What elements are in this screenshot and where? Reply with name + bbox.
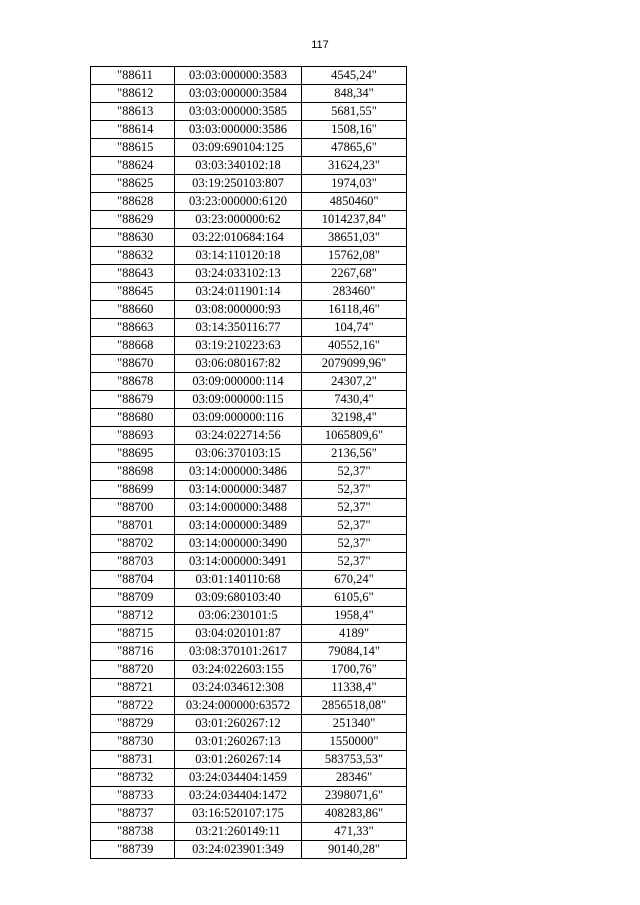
registry-table-body: [91, 67, 407, 859]
table-row: [91, 463, 407, 481]
table-row: [91, 175, 407, 193]
value-cell: 2398071,6": [302, 787, 407, 805]
record-id-cell: "88704: [91, 571, 175, 589]
value-cell: 28346": [302, 769, 407, 787]
cadastral-number-cell: 03:24:034404:1472: [175, 787, 302, 805]
value-cell: 1700,76": [302, 661, 407, 679]
value-cell: 38651,03": [302, 229, 407, 247]
value-cell: 90140,28": [302, 841, 407, 859]
table-row: [91, 67, 407, 85]
value-cell: 31624,23": [302, 157, 407, 175]
table-row: [91, 517, 407, 535]
table-row: [91, 139, 407, 157]
table-row: [91, 805, 407, 823]
record-id-cell: "88628: [91, 193, 175, 211]
cadastral-number-cell: 03:03:340102:18: [175, 157, 302, 175]
table-row: [91, 697, 407, 715]
value-cell: 79084,14": [302, 643, 407, 661]
table-row: [91, 427, 407, 445]
cadastral-number-cell: 03:14:000000:3486: [175, 463, 302, 481]
table-row: [91, 211, 407, 229]
value-cell: 104,74": [302, 319, 407, 337]
cadastral-number-cell: 03:24:022714:56: [175, 427, 302, 445]
record-id-cell: "88695: [91, 445, 175, 463]
record-id-cell: "88643: [91, 265, 175, 283]
record-id-cell: "88731: [91, 751, 175, 769]
record-id-cell: "88614: [91, 121, 175, 139]
table-row: [91, 553, 407, 571]
value-cell: 15762,08": [302, 247, 407, 265]
value-cell: 2856518,08": [302, 697, 407, 715]
table-row: [91, 103, 407, 121]
cadastral-number-cell: 03:09:000000:116: [175, 409, 302, 427]
cadastral-number-cell: 03:09:690104:125: [175, 139, 302, 157]
cadastral-number-cell: 03:23:000000:62: [175, 211, 302, 229]
cadastral-number-cell: 03:24:023901:349: [175, 841, 302, 859]
value-cell: 52,37": [302, 499, 407, 517]
value-cell: 283460": [302, 283, 407, 301]
cadastral-number-cell: 03:03:000000:3583: [175, 67, 302, 85]
cadastral-number-cell: 03:14:000000:3491: [175, 553, 302, 571]
table-row: [91, 751, 407, 769]
value-cell: 2136,56": [302, 445, 407, 463]
value-cell: 1508,16": [302, 121, 407, 139]
cadastral-number-cell: 03:01:260267:12: [175, 715, 302, 733]
value-cell: 251340": [302, 715, 407, 733]
table-row: [91, 229, 407, 247]
record-id-cell: "88611: [91, 67, 175, 85]
value-cell: 1014237,84": [302, 211, 407, 229]
record-id-cell: "88739: [91, 841, 175, 859]
value-cell: 52,37": [302, 553, 407, 571]
table-row: [91, 301, 407, 319]
page-number: 117: [311, 39, 329, 51]
table-row: [91, 409, 407, 427]
record-id-cell: "88703: [91, 553, 175, 571]
value-cell: 2267,68": [302, 265, 407, 283]
table-row: [91, 661, 407, 679]
table-row: [91, 643, 407, 661]
value-cell: 52,37": [302, 463, 407, 481]
cadastral-number-cell: 03:14:000000:3489: [175, 517, 302, 535]
value-cell: 7430,4": [302, 391, 407, 409]
cadastral-number-cell: 03:09:000000:114: [175, 373, 302, 391]
table-row: [91, 823, 407, 841]
record-id-cell: "88720: [91, 661, 175, 679]
table-row: [91, 445, 407, 463]
cadastral-number-cell: 03:06:080167:82: [175, 355, 302, 373]
record-id-cell: "88693: [91, 427, 175, 445]
value-cell: 670,24": [302, 571, 407, 589]
record-id-cell: "88670: [91, 355, 175, 373]
record-id-cell: "88732: [91, 769, 175, 787]
record-id-cell: "88678: [91, 373, 175, 391]
record-id-cell: "88645: [91, 283, 175, 301]
table-row: [91, 841, 407, 859]
table-row: [91, 481, 407, 499]
record-id-cell: "88702: [91, 535, 175, 553]
table-row: [91, 733, 407, 751]
value-cell: 1974,03": [302, 175, 407, 193]
record-id-cell: "88629: [91, 211, 175, 229]
table-row: [91, 391, 407, 409]
table-row: [91, 535, 407, 553]
record-id-cell: "88612: [91, 85, 175, 103]
record-id-cell: "88613: [91, 103, 175, 121]
value-cell: 583753,53": [302, 751, 407, 769]
cadastral-number-cell: 03:03:000000:3585: [175, 103, 302, 121]
record-id-cell: "88660: [91, 301, 175, 319]
cadastral-number-cell: 03:08:000000:93: [175, 301, 302, 319]
value-cell: 4850460": [302, 193, 407, 211]
record-id-cell: "88715: [91, 625, 175, 643]
cadastral-number-cell: 03:24:022603:155: [175, 661, 302, 679]
cadastral-number-cell: 03:04:020101:87: [175, 625, 302, 643]
record-id-cell: "88680: [91, 409, 175, 427]
record-id-cell: "88698: [91, 463, 175, 481]
cadastral-number-cell: 03:16:520107:175: [175, 805, 302, 823]
cadastral-number-cell: 03:09:680103:40: [175, 589, 302, 607]
value-cell: 471,33": [302, 823, 407, 841]
value-cell: 4545,24": [302, 67, 407, 85]
record-id-cell: "88738: [91, 823, 175, 841]
cadastral-number-cell: 03:09:000000:115: [175, 391, 302, 409]
table-row: [91, 373, 407, 391]
record-id-cell: "88663: [91, 319, 175, 337]
value-cell: 11338,4": [302, 679, 407, 697]
value-cell: 1550000": [302, 733, 407, 751]
value-cell: 408283,86": [302, 805, 407, 823]
record-id-cell: "88722: [91, 697, 175, 715]
value-cell: 848,34": [302, 85, 407, 103]
record-id-cell: "88668: [91, 337, 175, 355]
record-id-cell: "88701: [91, 517, 175, 535]
value-cell: 1065809,6": [302, 427, 407, 445]
registry-table: [90, 66, 407, 859]
cadastral-number-cell: 03:19:210223:63: [175, 337, 302, 355]
cadastral-number-cell: 03:01:140110:68: [175, 571, 302, 589]
cadastral-number-cell: 03:14:110120:18: [175, 247, 302, 265]
cadastral-number-cell: 03:01:260267:14: [175, 751, 302, 769]
record-id-cell: "88679: [91, 391, 175, 409]
table-row: [91, 679, 407, 697]
cadastral-number-cell: 03:03:000000:3584: [175, 85, 302, 103]
cadastral-number-cell: 03:24:034612:308: [175, 679, 302, 697]
value-cell: 40552,16": [302, 337, 407, 355]
cadastral-number-cell: 03:06:230101:5: [175, 607, 302, 625]
cadastral-number-cell: 03:08:370101:2617: [175, 643, 302, 661]
value-cell: 32198,4": [302, 409, 407, 427]
value-cell: 52,37": [302, 535, 407, 553]
table-row: [91, 607, 407, 625]
cadastral-number-cell: 03:14:000000:3490: [175, 535, 302, 553]
value-cell: 16118,46": [302, 301, 407, 319]
cadastral-number-cell: 03:14:000000:3488: [175, 499, 302, 517]
cadastral-number-cell: 03:22:010684:164: [175, 229, 302, 247]
record-id-cell: "88700: [91, 499, 175, 517]
record-id-cell: "88730: [91, 733, 175, 751]
cadastral-number-cell: 03:01:260267:13: [175, 733, 302, 751]
cadastral-number-cell: 03:24:034404:1459: [175, 769, 302, 787]
record-id-cell: "88699: [91, 481, 175, 499]
record-id-cell: "88716: [91, 643, 175, 661]
cadastral-number-cell: 03:14:350116:77: [175, 319, 302, 337]
table-row: [91, 337, 407, 355]
record-id-cell: "88615: [91, 139, 175, 157]
value-cell: 6105,6": [302, 589, 407, 607]
table-row: [91, 247, 407, 265]
cadastral-number-cell: 03:24:011901:14: [175, 283, 302, 301]
cadastral-number-cell: 03:24:000000:63572: [175, 697, 302, 715]
record-id-cell: "88624: [91, 157, 175, 175]
value-cell: 52,37": [302, 481, 407, 499]
record-id-cell: "88709: [91, 589, 175, 607]
table-row: [91, 283, 407, 301]
value-cell: 2079099,96": [302, 355, 407, 373]
record-id-cell: "88712: [91, 607, 175, 625]
table-row: [91, 319, 407, 337]
record-id-cell: "88632: [91, 247, 175, 265]
table-row: [91, 625, 407, 643]
table-row: [91, 121, 407, 139]
table-row: [91, 193, 407, 211]
cadastral-number-cell: 03:23:000000:6120: [175, 193, 302, 211]
table-row: [91, 769, 407, 787]
value-cell: 52,37": [302, 517, 407, 535]
record-id-cell: "88733: [91, 787, 175, 805]
table-row: [91, 715, 407, 733]
table-row: [91, 499, 407, 517]
table-row: [91, 265, 407, 283]
cadastral-number-cell: 03:19:250103:807: [175, 175, 302, 193]
record-id-cell: "88737: [91, 805, 175, 823]
cadastral-number-cell: 03:24:033102:13: [175, 265, 302, 283]
table-row: [91, 85, 407, 103]
record-id-cell: "88625: [91, 175, 175, 193]
value-cell: 5681,55": [302, 103, 407, 121]
record-id-cell: "88721: [91, 679, 175, 697]
value-cell: 24307,2": [302, 373, 407, 391]
cadastral-number-cell: 03:03:000000:3586: [175, 121, 302, 139]
table-row: [91, 571, 407, 589]
value-cell: 4189": [302, 625, 407, 643]
table-row: [91, 157, 407, 175]
table-row: [91, 787, 407, 805]
cadastral-number-cell: 03:14:000000:3487: [175, 481, 302, 499]
cadastral-number-cell: 03:21:260149:11: [175, 823, 302, 841]
value-cell: 1958,4": [302, 607, 407, 625]
table-row: [91, 355, 407, 373]
value-cell: 47865,6": [302, 139, 407, 157]
record-id-cell: "88630: [91, 229, 175, 247]
record-id-cell: "88729: [91, 715, 175, 733]
cadastral-number-cell: 03:06:370103:15: [175, 445, 302, 463]
table-row: [91, 589, 407, 607]
